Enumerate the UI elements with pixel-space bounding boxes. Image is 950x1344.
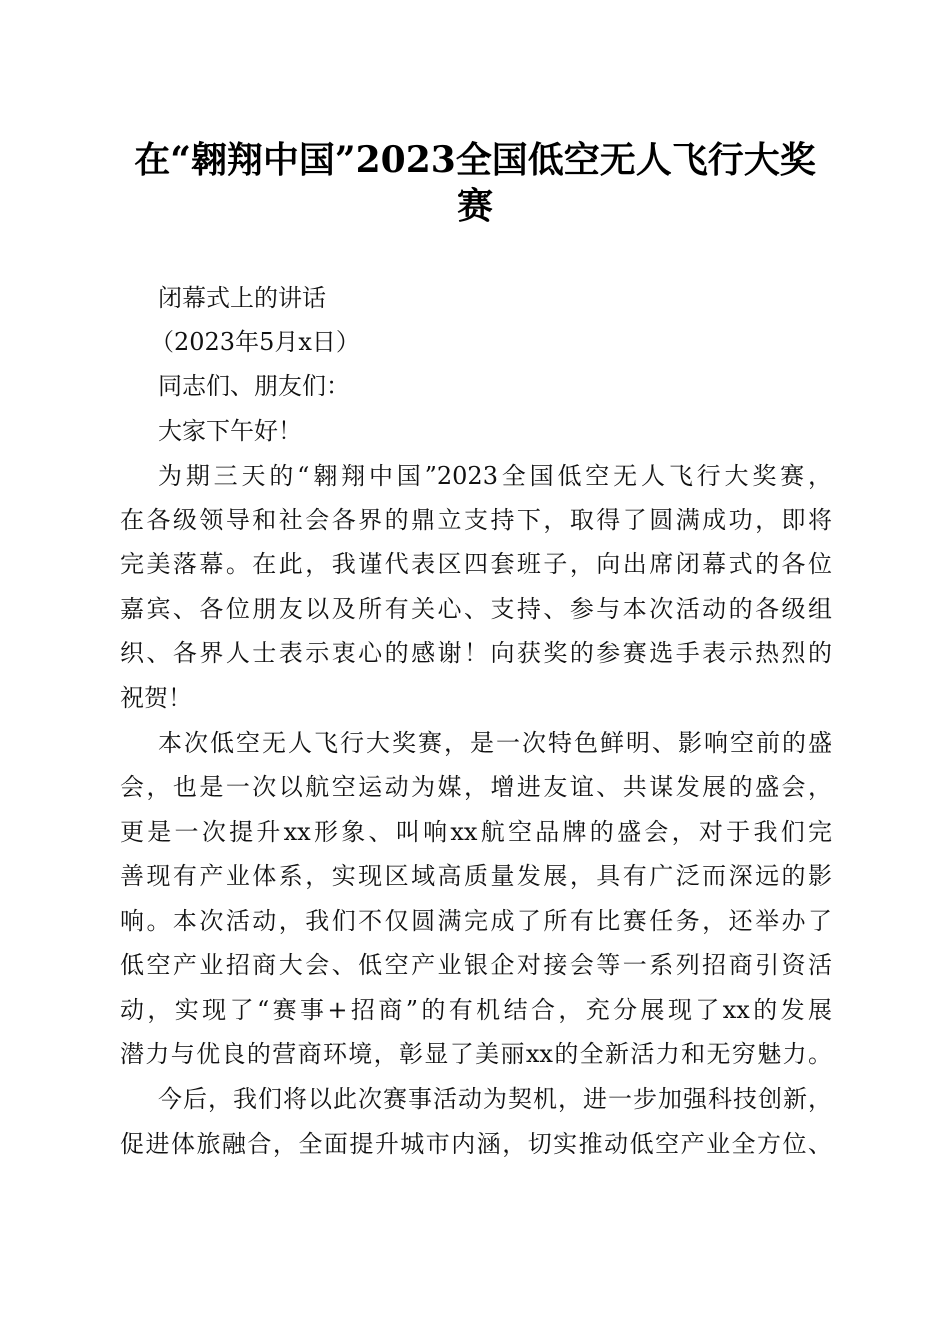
paragraph-2-line: 潜力与优良的营商环境，彰显了美丽xx的全新活力和无穷魅力。 (120, 1040, 832, 1068)
paragraph-2-line: 响。本次活动，我们不仅圆满完成了所有比赛任务，还举办了 (120, 907, 832, 935)
subtitle: 闭幕式上的讲话 (158, 284, 326, 312)
date-line: （2023年5月x日） (150, 328, 360, 356)
paragraph-1-line: 织、各界人士表示衷心的感谢！向获奖的参赛选手表示热烈的 (120, 639, 832, 667)
paragraph-2-line: 动，实现了“赛事+招商”的有机结合，充分展现了xx的发展 (120, 996, 832, 1024)
paragraph-2-line: 更是一次提升xx形象、叫响xx航空品牌的盛会，对于我们完 (120, 818, 832, 846)
greeting: 大家下午好！ (158, 417, 302, 445)
salutation: 同志们、朋友们： (158, 372, 350, 400)
paragraph-1-line: 嘉宾、各位朋友以及所有关心、支持、参与本次活动的各级组 (120, 595, 832, 623)
document-title-line-2: 赛 (456, 185, 493, 227)
paragraph-2-line: 会，也是一次以航空运动为媒，增进友谊、共谋发展的盛会， (120, 773, 832, 801)
paragraph-1-line: 在各级领导和社会各界的鼎立支持下，取得了圆满成功，即将 (120, 506, 832, 534)
paragraph-2-line: 善现有产业体系，实现区域高质量发展，具有广泛而深远的影 (120, 862, 832, 890)
paragraph-1-line: 为期三天的“翱翔中国”2023全国低空无人飞行大奖赛， (158, 462, 832, 490)
paragraph-1-line: 祝贺！ (120, 684, 192, 712)
paragraph-3-line: 今后，我们将以此次赛事活动为契机，进一步加强科技创新， (158, 1085, 832, 1113)
paragraph-1-line: 完美落幕。在此，我谨代表区四套班子，向出席闭幕式的各位 (120, 550, 832, 578)
paragraph-2-line: 低空产业招商大会、低空产业银企对接会等一系列招商引资活 (120, 951, 832, 979)
paragraph-2-line: 本次低空无人飞行大奖赛，是一次特色鲜明、影响空前的盛 (158, 729, 832, 757)
document-title-line-1: 在“翱翔中国”2023全国低空无人飞行大奖 (134, 139, 816, 181)
paragraph-3-line: 促进体旅融合，全面提升城市内涵，切实推动低空产业全方位、 (120, 1130, 832, 1158)
